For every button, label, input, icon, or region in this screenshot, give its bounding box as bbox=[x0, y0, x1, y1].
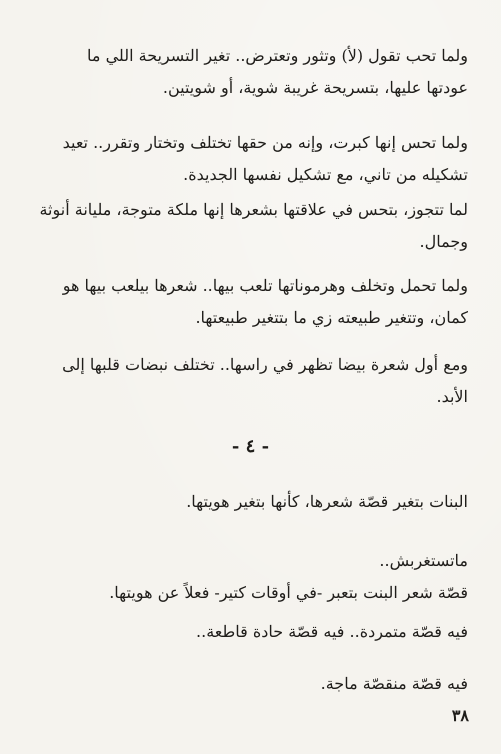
paragraph-4-line-2: كمان، وتتغير طبيعته زي ما بتتغير طبيعتها. bbox=[195, 308, 468, 327]
closing-paragraph-2-line-2: قصّة شعر البنت بتعبر -في أوقات كتير- فعلاً عن هويتها. bbox=[109, 583, 468, 602]
paragraph-2 bbox=[30, 127, 468, 191]
paragraph-2-line-1: ولما تحس إنها كبرت، وإنه من حقها تختلف وتختار وتقرر.. تعيد bbox=[62, 133, 468, 152]
paragraph-5-line-1: ومع أول شعرة بيضا تظهر في راسها.. تختلف نبضات قلبها إلى bbox=[62, 355, 468, 374]
paragraph-3 bbox=[30, 194, 468, 258]
closing-paragraph-3-line-1: فيه قصّة متمردة.. فيه قصّة حادة قاطعة.. bbox=[196, 622, 468, 641]
section-number: - ٤ - bbox=[231, 436, 270, 457]
paragraph-3-line-1: لما تتجوز، بتحس في علاقتها بشعرها إنها ملكة متوجة، مليانة أنوثة bbox=[39, 200, 468, 219]
paragraph-2-line-2: تشكيله من تاني، مع تشكيل نفسها الجديدة. bbox=[183, 165, 468, 184]
paragraph-4 bbox=[30, 270, 468, 334]
closing-paragraph-2-line-1: ماتستغربش.. bbox=[379, 551, 468, 570]
closing-paragraph-1 bbox=[30, 486, 468, 518]
paragraph-4-line-1: ولما تحمل وتخلف وهرموناتها تلعب بيها.. شعرها بيلعب بيها هو bbox=[62, 276, 468, 295]
closing-paragraph-1-line-1: البنات بتغير قصّة شعرها، كأنها بتغير هويتها. bbox=[186, 492, 468, 511]
paragraph-3-line-2: وجمال. bbox=[419, 232, 468, 251]
closing-paragraph-2 bbox=[30, 545, 468, 609]
paragraph-1-line-1: ولما تحب تقول (لأ) وتثور وتعترض.. تغير التسريحة اللي ما bbox=[87, 46, 468, 65]
closing-paragraph-4-line-1: فيه قصّة منقصّة ماجة. bbox=[320, 674, 468, 693]
page-number: ٣٨ bbox=[451, 706, 469, 725]
paragraph-5 bbox=[30, 349, 468, 413]
paragraph-1 bbox=[30, 40, 468, 104]
paragraph-5-line-2: الأبد. bbox=[436, 387, 468, 406]
paragraph-1-line-2: عودتها عليها، بتسريحة غريبة شوية، أو شويتين. bbox=[162, 78, 468, 97]
closing-paragraph-3 bbox=[30, 616, 468, 648]
closing-paragraph-4 bbox=[30, 668, 468, 700]
